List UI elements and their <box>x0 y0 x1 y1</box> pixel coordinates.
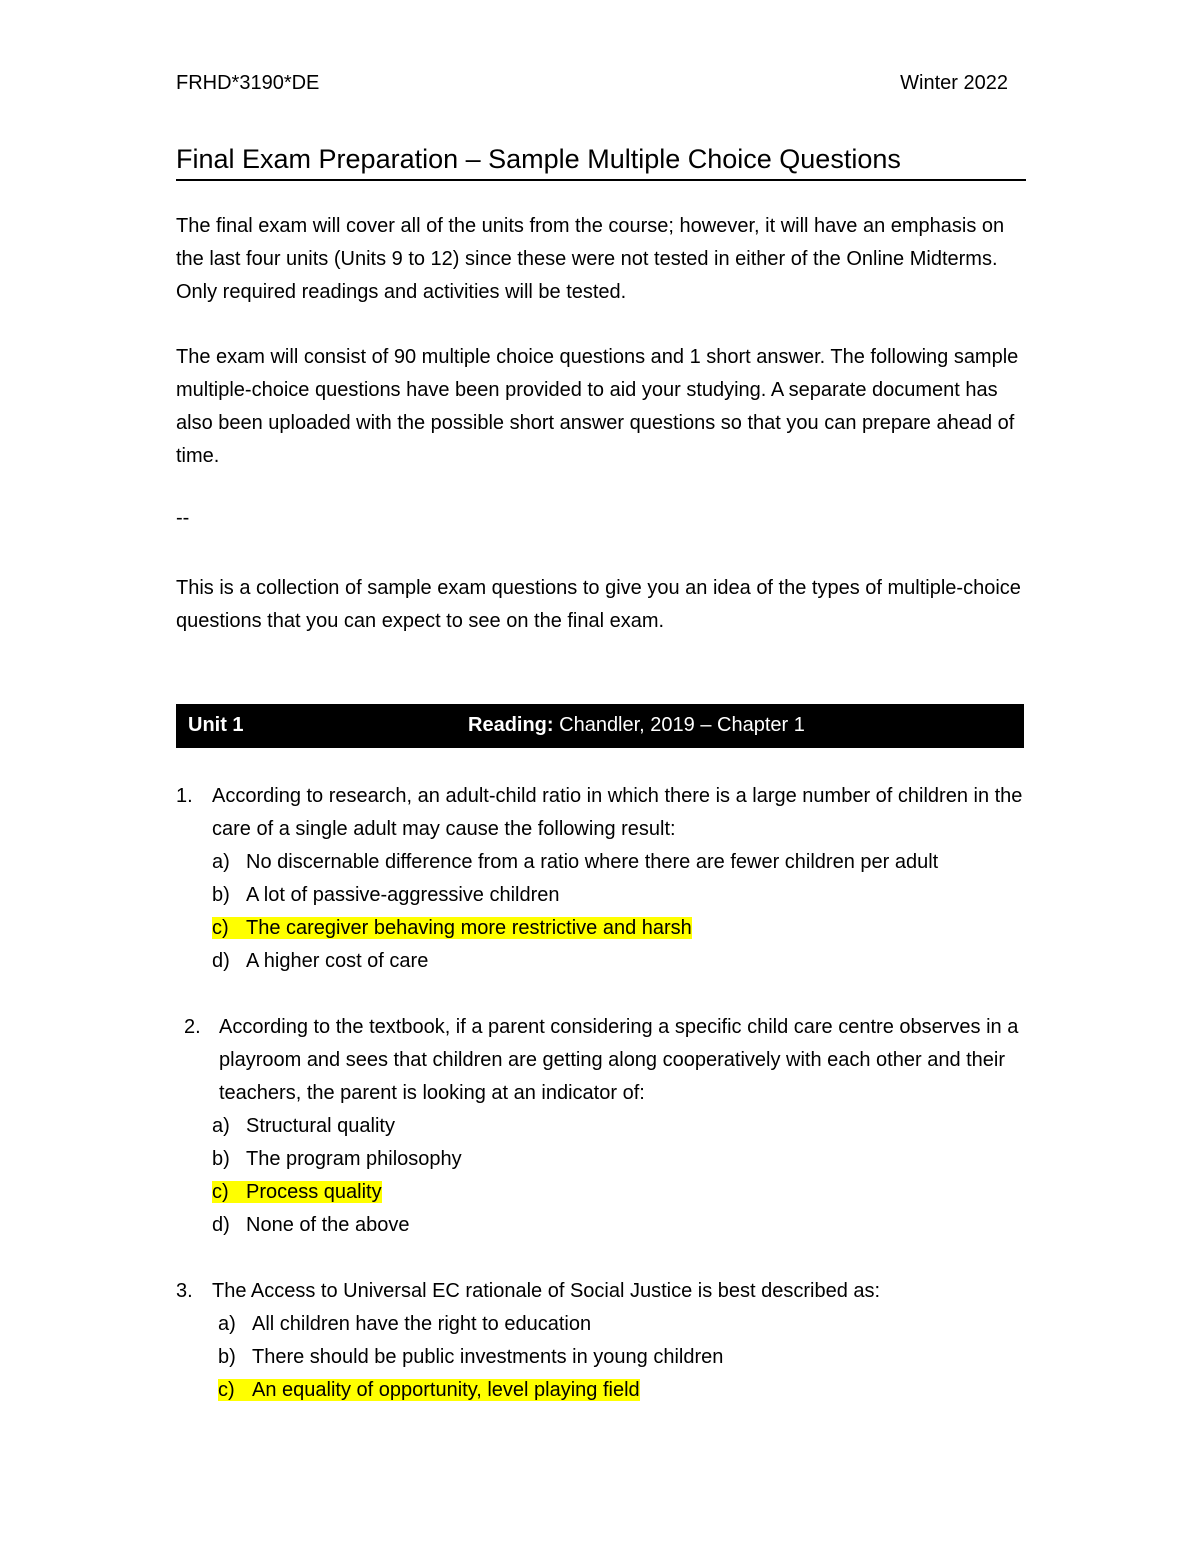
option-letter: c) <box>218 1379 235 1401</box>
option-text: A lot of passive-aggressive children <box>246 884 560 906</box>
unit-header-bar <box>176 704 1024 748</box>
option-text: A higher cost of care <box>246 950 429 972</box>
reading-label: Reading: <box>468 714 554 736</box>
question-stem: The Access to Universal EC rationale of Social Justice is best described as: <box>212 1280 881 1302</box>
option-letter: b) <box>218 1346 236 1368</box>
intro-paragraph-2: The exam will consist of 90 multiple choice questions and 1 short answer. The following sample multiple-choice questions have been provided to aid your studying. A separate document has also been uploaded with the possible short answer questions so that you can prepare ahead of time. <box>176 346 1019 467</box>
option-text: The program philosophy <box>246 1148 462 1170</box>
reading-value: Chandler, 2019 – Chapter 1 <box>559 714 805 736</box>
unit-reading <box>468 714 805 737</box>
option-text: Process quality <box>246 1181 382 1203</box>
answer-highlight <box>218 1379 640 1401</box>
option-text: Structural quality <box>246 1115 395 1137</box>
answer-highlight <box>212 1181 382 1203</box>
option-c-correct <box>212 912 938 945</box>
option-letter: d) <box>212 1214 230 1236</box>
option-letter: b) <box>212 884 230 906</box>
option-text: All children have the right to education <box>252 1313 592 1335</box>
intro-paragraph-3: This is a collection of sample exam questions to give you an idea of the types of multiple-choice questions that you can expect to see on the final exam. <box>176 577 1021 632</box>
option-b <box>212 1143 462 1176</box>
option-list <box>212 1110 462 1242</box>
unit-label: Unit 1 <box>188 714 244 736</box>
question-number: 2. <box>184 1016 201 1038</box>
option-a <box>212 1110 462 1143</box>
option-c-correct <box>218 1374 723 1407</box>
option-letter: a) <box>218 1313 236 1335</box>
term-label: Winter 2022 <box>900 72 1008 94</box>
option-letter: b) <box>212 1148 230 1170</box>
option-a <box>218 1308 723 1341</box>
option-c-correct <box>212 1176 462 1209</box>
question-stem: According to the textbook, if a parent considering a specific child care centre observes in a playroom and sees that children are getting along cooperatively with each other and their teachers, the parent is looking at an indicator of: <box>219 1016 1019 1104</box>
separator: -- <box>176 507 190 529</box>
option-list <box>218 1308 723 1407</box>
option-letter: d) <box>212 950 230 972</box>
option-b <box>212 879 938 912</box>
option-text: There should be public investments in young children <box>252 1346 724 1368</box>
course-code: FRHD*3190*DE <box>176 72 320 94</box>
question-number: 1. <box>176 785 193 807</box>
option-a <box>212 846 938 879</box>
option-letter: c) <box>212 917 229 939</box>
option-letter: a) <box>212 1115 230 1137</box>
question-stem: According to research, an adult-child ratio in which there is a large number of children in the care of a single adult may cause the following result: <box>212 785 1023 840</box>
option-text: No discernable difference from a ratio where there are fewer children per adult <box>246 851 939 873</box>
option-text: An equality of opportunity, level playing field <box>252 1379 640 1401</box>
option-d <box>212 945 938 978</box>
option-letter: c) <box>212 1181 229 1203</box>
intro-paragraph-1: The final exam will cover all of the units from the course; however, it will have an emphasis on the last four units (Units 9 to 12) since these were not tested in either of the Online Midterms. Only required readings and activities will be tested. <box>176 215 1005 303</box>
option-letter: a) <box>212 851 230 873</box>
option-b <box>218 1341 723 1374</box>
answer-highlight <box>212 917 692 939</box>
question-number: 3. <box>176 1280 193 1302</box>
option-d <box>212 1209 462 1242</box>
option-text: The caregiver behaving more restrictive and harsh <box>246 917 692 939</box>
option-list <box>212 846 938 978</box>
option-text: None of the above <box>246 1214 410 1236</box>
page-title: Final Exam Preparation – Sample Multiple Choice Questions <box>176 144 1026 181</box>
